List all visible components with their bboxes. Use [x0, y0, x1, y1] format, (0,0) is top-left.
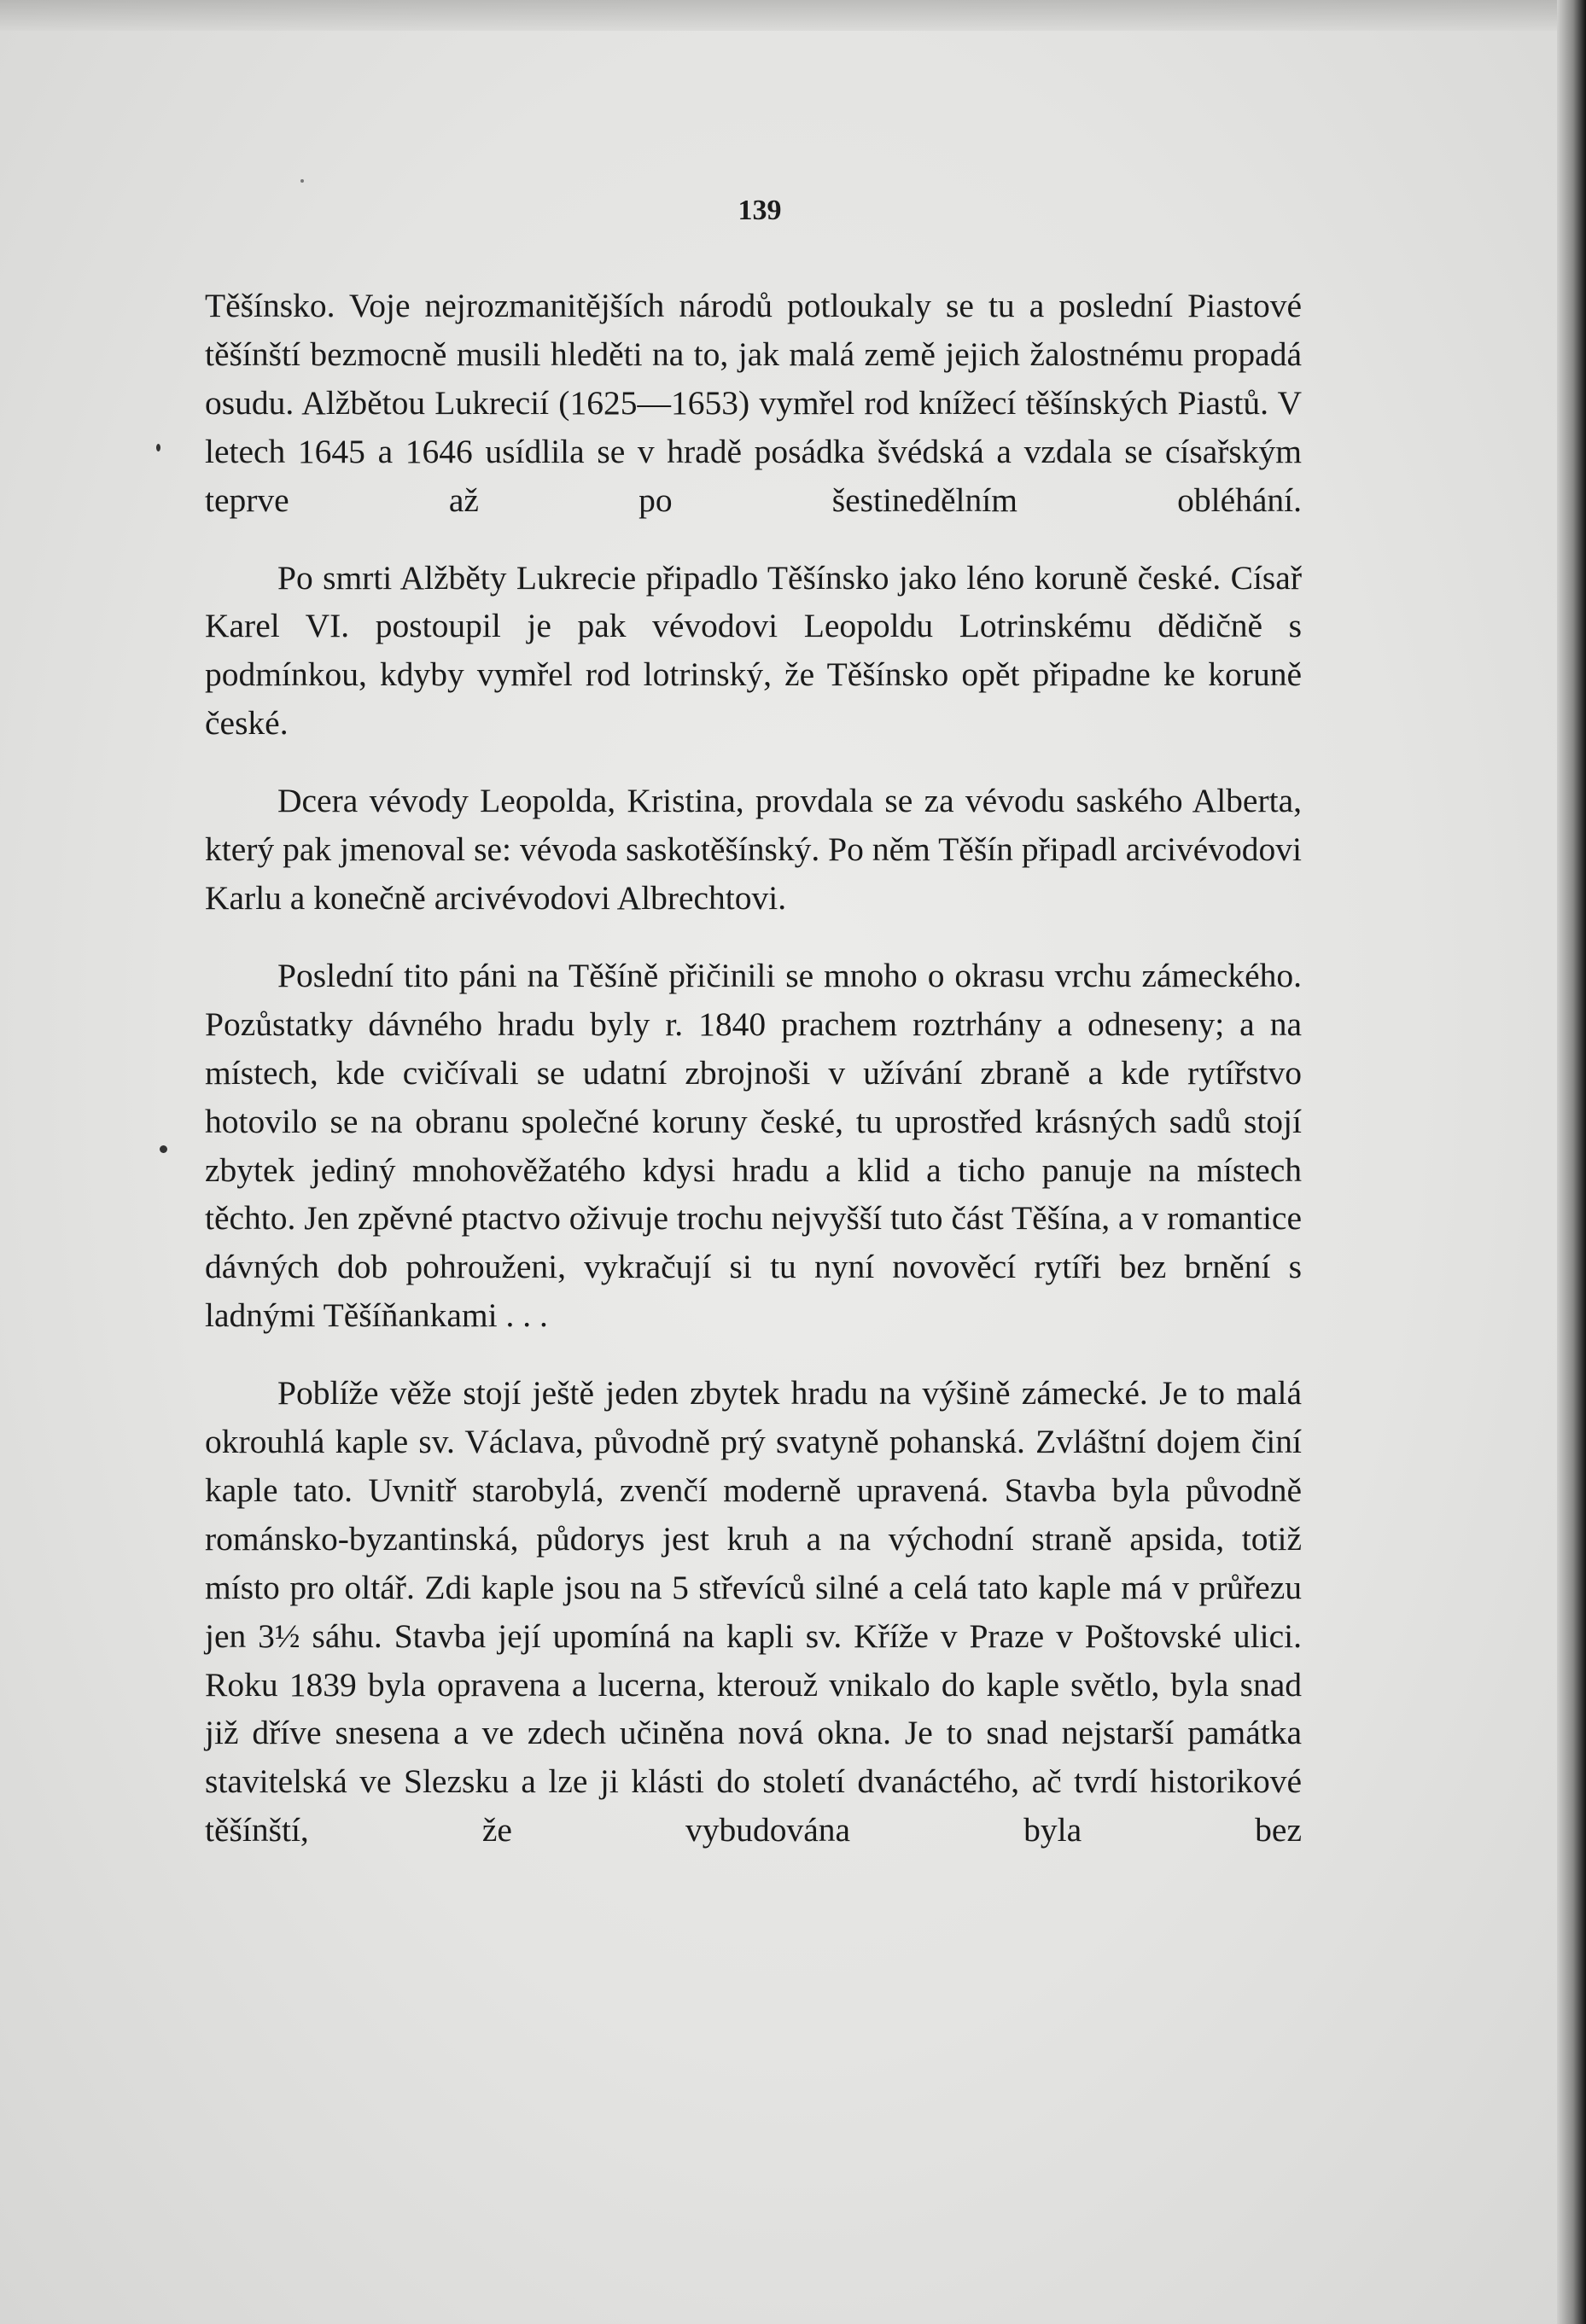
ink-speck — [160, 1145, 167, 1153]
ink-speck — [300, 179, 304, 183]
body-text — [205, 282, 1302, 1884]
page-top-shadow — [0, 0, 1586, 31]
paragraph-5: Poblíže věže stojí ještě jeden zbytek hradu na výšině zámecké. Je to malá okrouhlá kaple sv. Václava, původně prý svatyně pohanská. Zvláštní dojem činí kaple tato. Uvnitř starobylá, zvenčí moderně upravená. Stavba byla původně románsko-byzantinská, půdorys jest kruh a na východní straně apsida, totiž místo pro oltář. Zdi kaple jsou na 5 střevíců silné a celá tato kaple má v průřezu jen 3½ sáhu. Stavba její upomíná na kapli sv. Kříže v Praze v Poštovské ulici. Roku 1839 byla opravena a lucerna, kterouž vnikalo do kaple světlo, byla snad již dříve snesena a ve zdech učiněna nová okna. Je to snad nejstarší památka stavitelská ve Slezsku a lze ji klásti do století dvanáctého, ač tvrdí historikové těšínští, že vybudována byla bez — [205, 1374, 1302, 1849]
ink-speck — [156, 444, 160, 451]
page-right-edge — [1557, 0, 1586, 2324]
paragraph-1: Těšínsko. Voje nejrozmanitějších národů potloukaly se tu a poslední Piastové těšínští bezmocně musili hleděti na to, jak malá země jejich žalostnému propadá osudu. Alžbětou Lukrecií (1625—1653) vymřel rod knížecí těšínských Piastů. V letech 1645 a 1646 usídlila se v hradě posádka švédská a vzdala se císařským teprve až po šestinedělním obléhání. — [205, 287, 1302, 519]
page-number: 139 — [738, 195, 782, 226]
paragraph-2: Po smrti Alžběty Lukrecie připadlo Těšínsko jako léno koruně české. Císař Karel VI. postoupil je pak vévodovi Leopoldu Lotrinskému dědičně s podmínkou, kdyby vymřel rod lotrinský, že Těšínsko opět připadne ke koruně české. — [205, 558, 1302, 743]
paragraph-4: Poslední tito páni na Těšíně přičinili se mnoho o okrasu vrchu zámeckého. Pozůstatky dávného hradu byly r. 1840 prachem roztrhány a odneseny; a na místech, kde cvičívali se udatní zbrojnoši v užívání zbraně a kde rytířstvo hotovilo se na obranu společné koruny české, tu uprostřed krásných sadů stojí zbytek jediný mnohověžatého kdysi hradu a klid a ticho panuje na místech těchto. Jen zpěvné ptactvo oživuje trochu nejvyšší tuto část Těšína, a v romantice dávných dob pohrouženi, vykračují si tu nyní novověcí rytíři bez brnění s ladnými Těšíňankami . . . — [205, 956, 1302, 1335]
paragraph-3: Dcera vévody Leopolda, Kristina, provdala se za vévodu saského Alberta, který pak jmenoval se: vévoda saskotěšínský. Po něm Těšín připadl arcivévodovi Karlu a konečně arcivévodovi Albrechtovi. — [205, 782, 1302, 917]
